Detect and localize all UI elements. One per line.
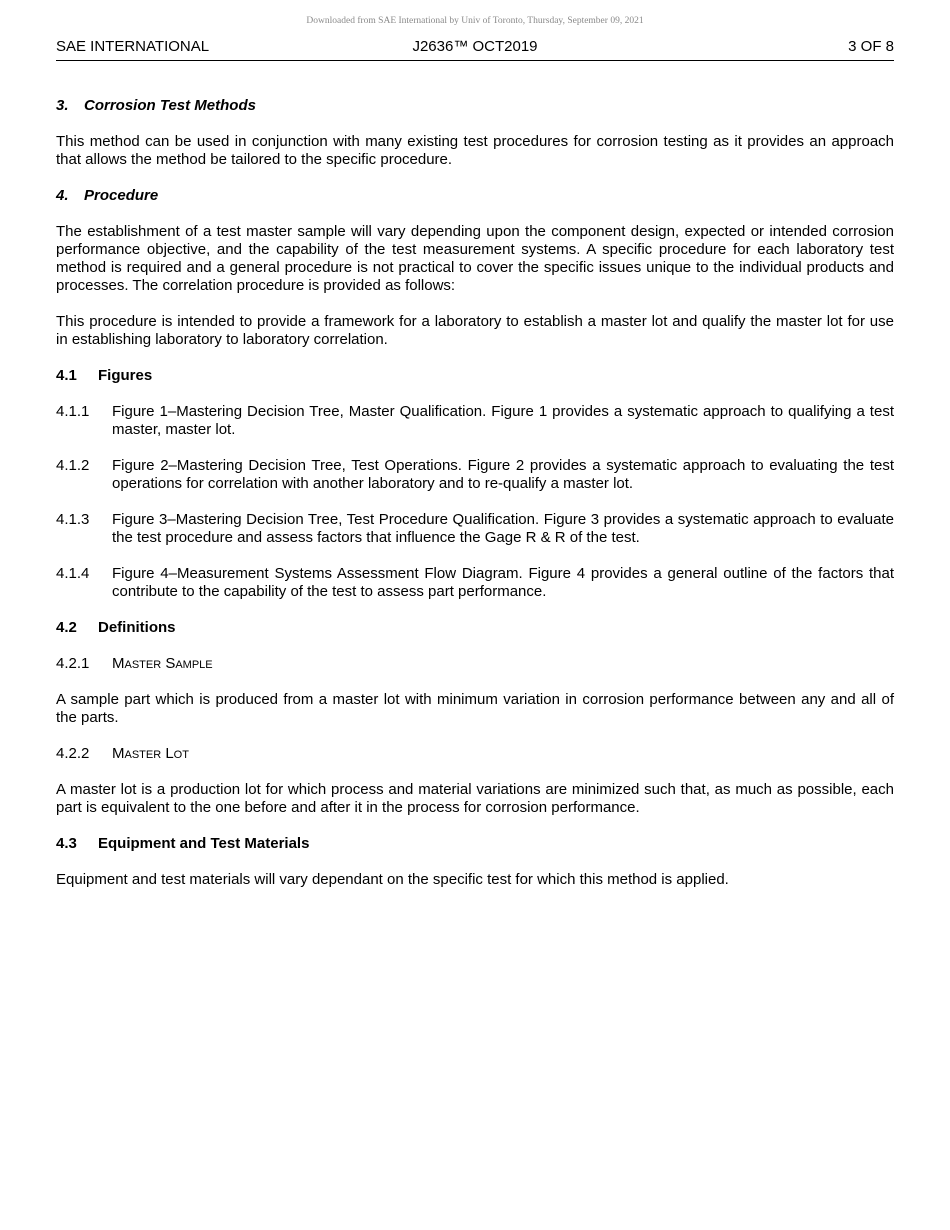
item-number: 4.1.3 [56,511,90,528]
subsection-number: 4.1 [56,367,77,384]
subsection-title: Equipment and Test Materials [98,835,310,852]
item-text: Figure 2–Mastering Decision Tree, Test Operations. Figure 2 provides a systematic approach to evaluating the test operations for correlation with another laboratory and to re-qualify a master lot. [112,457,894,492]
item-number: 4.1.2 [56,457,90,474]
section-number: 4. [56,187,69,204]
section-heading [56,97,894,115]
list-item [56,403,894,439]
section-title: Procedure [84,187,159,204]
item-number: 4.1.4 [56,565,90,582]
definition-text: A master lot is a production lot for which process and material variations are minimized such that, as much as possible, each part is equivalent to the one before and after it in the process for corrosion performance. [56,781,894,816]
list-item [56,457,894,493]
section-heading [56,187,894,205]
definition-term-label: Master Lot [112,745,189,762]
subsection-number: 4.3 [56,835,77,852]
subsection-title: Figures [98,367,153,384]
list-item [56,511,894,547]
item-text: Figure 4–Measurement Systems Assessment Flow Diagram. Figure 4 provides a general outline of the factors that contribute to the capability of the test to assess part performance. [112,565,894,600]
document-body [56,97,894,907]
definition-number: 4.2.2 [56,745,90,762]
section-number: 3. [56,97,69,114]
subsection-number: 4.2 [56,619,77,636]
section-title: Corrosion Test Methods [84,97,256,114]
header-page-number: 3 OF 8 [848,38,894,55]
paragraph: Equipment and test materials will vary dependant on the specific test for which this method is applied. [56,871,729,888]
definition-text: A sample part which is produced from a master lot with minimum variation in corrosion performance between any and all of the parts. [56,691,894,726]
item-number: 4.1.1 [56,403,90,420]
paragraph: The establishment of a test master sample will vary depending upon the component design, expected or intended corrosion performance objective, and the capability of the test measurement systems. A specific procedure for each laboratory test method is required and a general procedure is not practical to cover the specific issues unique to the individual products and processes. The correlation procedure is provided as follows: [56,223,894,294]
paragraph: This method can be used in conjunction with many existing test procedures for corrosion testing as it provides an approach that allows the method be tailored to the specific procedure. [56,133,894,168]
definition-term [56,745,894,763]
subsection-heading [56,835,894,853]
paragraph: This procedure is intended to provide a framework for a laboratory to establish a master lot and qualify the master lot for use in establishing laboratory to laboratory correlation. [56,313,894,348]
definition-term [56,655,894,673]
header-organization: SAE INTERNATIONAL [56,38,210,55]
subsection-heading [56,367,894,385]
subsection-heading [56,619,894,637]
page-header [56,38,894,61]
subsection-title: Definitions [98,619,176,636]
list-item [56,565,894,601]
definition-number: 4.2.1 [56,655,90,672]
definition-term-label: Master Sample [112,655,213,672]
download-watermark: Downloaded from SAE International by Univ of Toronto, Thursday, September 09, 2021 [306,16,644,26]
header-document-id: J2636™ OCT2019 [412,38,538,55]
item-text: Figure 1–Mastering Decision Tree, Master Qualification. Figure 1 provides a systematic approach to qualifying a test master, master lot. [112,403,894,438]
item-text: Figure 3–Mastering Decision Tree, Test Procedure Qualification. Figure 3 provides a systematic approach to evaluate the test procedure and assess factors that influence the Gage R & R of the test. [112,511,894,546]
